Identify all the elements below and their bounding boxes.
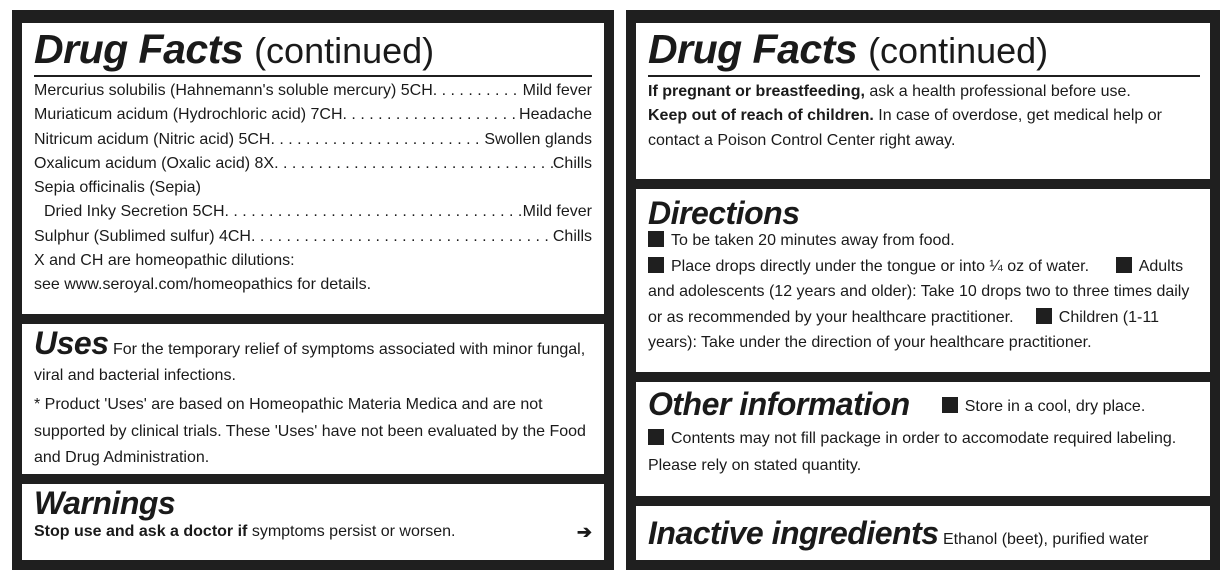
pregnancy-warnings-section [636,23,1210,179]
directions-heading: Directions [648,195,800,231]
warnings-heading: Warnings [34,485,176,521]
active-ingredients-section [22,23,604,314]
inactive-ingredients-heading: Inactive ingredients [648,515,939,551]
other-information-item: Store in a cool, dry place. [964,397,1146,415]
ingredient-row: Dried Inky Secretion 5CH . . . Mild fever [34,200,592,224]
bullet-square-icon [648,429,664,445]
bullet-square-icon [648,257,664,273]
bullet-square-icon [1116,257,1132,273]
uses-heading: Uses [34,325,109,361]
ingredient-row: Oxalicum acidum (Oxalic acid) 8X . . . Chills [34,152,592,176]
drug-facts-panel-right [626,10,1220,570]
ingredient-row: Mercurius solubilis (Hahnemann's soluble mercury) 5CH . . . Mild fever [34,79,592,103]
bullet-square-icon [942,397,958,413]
panel-title: Drug Facts (continued) [648,26,1049,72]
panel-title: Drug Facts (continued) [34,26,435,72]
ingredient-name: Sepia officinalis (Sepia) [34,179,201,197]
other-information-section [636,382,1210,496]
bullet-square-icon [1036,308,1052,324]
uses-disclaimer: * Product 'Uses' are based on Homeopathic Materia Medica and are not supported by clinical trials. These 'Uses' have not been evaluated by the Food and Drug Administration. [34,396,586,466]
inactive-ingredients-section [636,506,1210,560]
uses-section [22,324,604,474]
ingredient-row: Muriaticum acidum (Hydrochloric acid) 7CH . . . Headache [34,103,592,127]
ingredient-row: Nitricum acidum (Nitric acid) 5CH . . . Swollen glands [34,128,592,152]
ingredient-row: Sulphur (Sublimed sulfur) 4CH . . . Chills [34,225,592,249]
arrow-right-icon: ➔ [576,522,592,542]
title-rule [648,75,1200,77]
bullet-square-icon [648,231,664,247]
inactive-ingredients-text: Ethanol (beet), purified water [942,531,1149,548]
drug-facts-panel-left [12,10,614,570]
title-rule [34,75,592,77]
directions-section [636,189,1210,372]
directions-text: To be taken 20 minutes away from food. Place drops directly under the tongue or into ¼ oz of water. Adults and adolescents (12 years and older): Take 10 drops two to three times daily or as recommended by your healthcare practitioner. Children (1-11 years): Take under the direction of your healthcare practitioner. [648,232,1190,351]
pregnancy-warning: If pregnant or breastfeeding, ask a health professional before use. [648,83,1131,100]
warnings-section [22,484,604,560]
keep-out-of-reach-warning: Keep out of reach of children. In case of overdose, get medical help or contact a Poison Control Center right away. [648,107,1162,149]
warnings-text: Stop use and ask a doctor if symptoms persist or worsen. [34,523,456,540]
uses-text: For the temporary relief of symptoms associated with minor fungal, viral and bacterial infections. [34,341,586,384]
other-information-heading: Other information [648,386,910,422]
dilution-note: X and CH are homeopathic dilutions: [34,252,295,270]
other-information-item: Contents may not fill package in order to accomodate required labeling. Please rely on stated quantity. [648,430,1177,474]
dilution-link-note: see www.seroyal.com/homeopathics for details. [34,276,372,294]
